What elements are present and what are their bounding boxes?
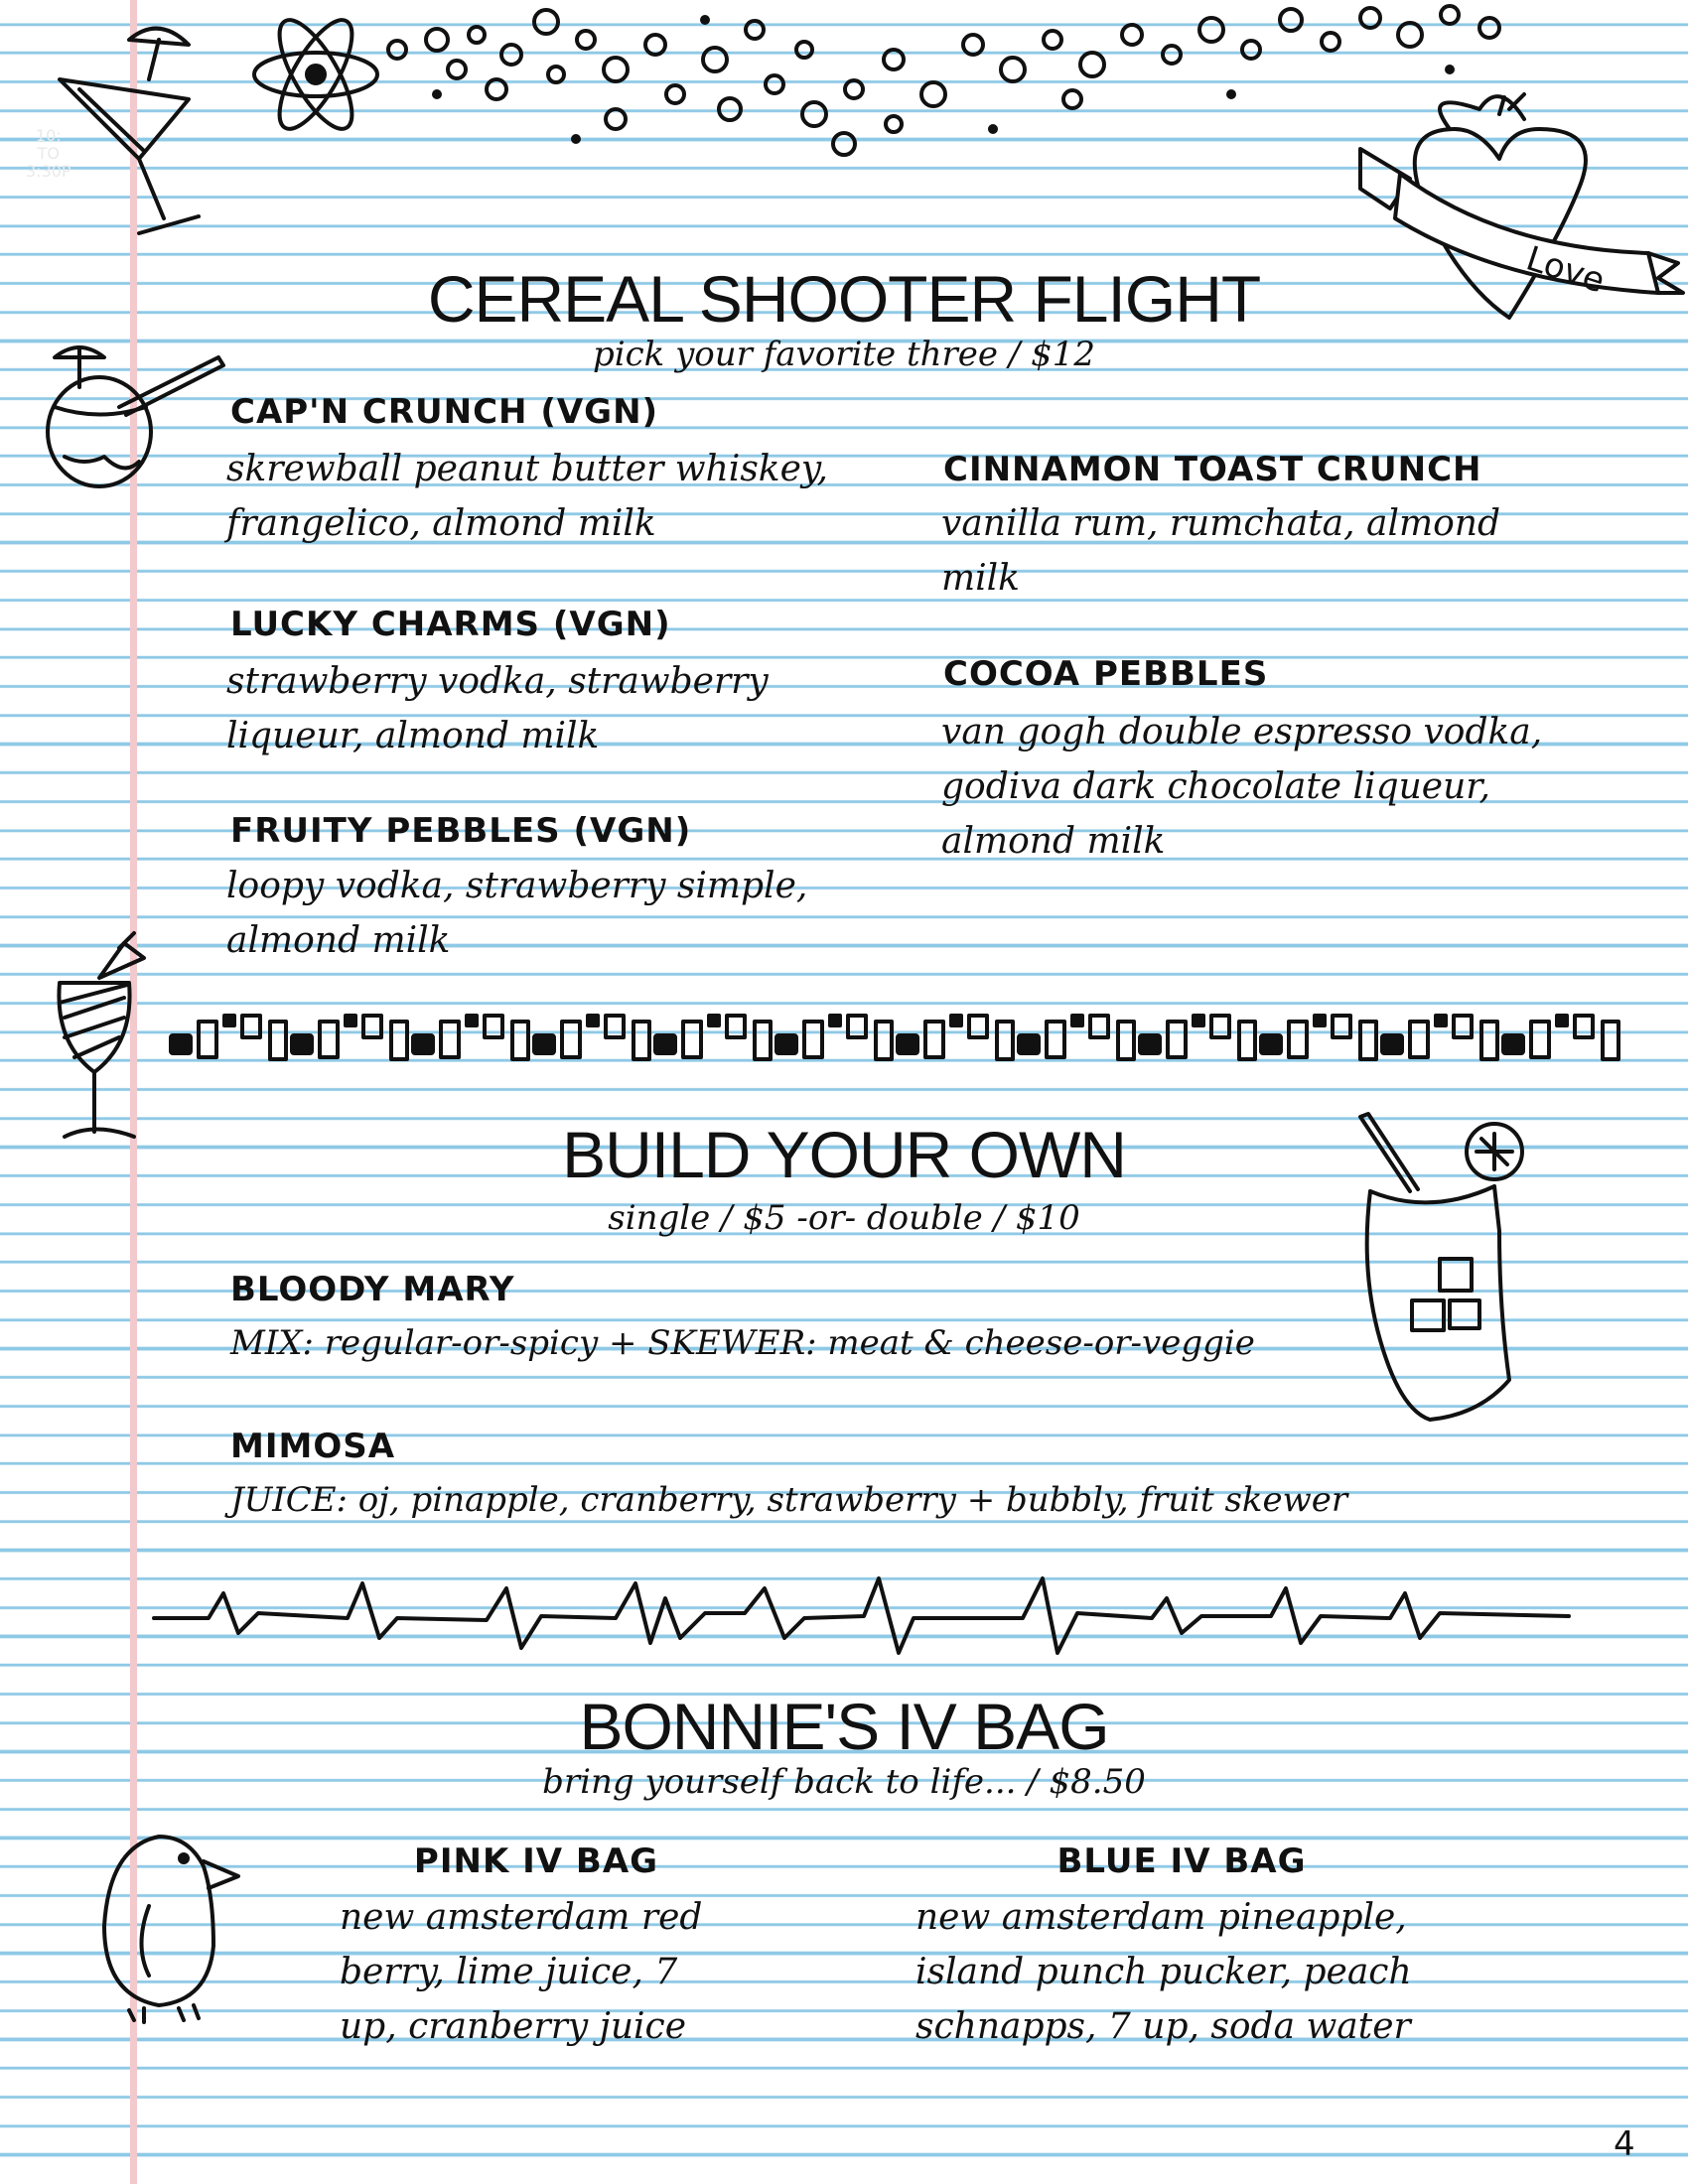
cereal-section-title: CEREAL SHOOTER FLIGHT xyxy=(427,262,1261,336)
cereal-item-desc: van gogh double espresso vodka, godiva dark chocolate liqueur, almond milk xyxy=(941,712,1543,862)
iv-item-desc: new amsterdam red berry, lime juice, 7 up, cranberry juice xyxy=(340,1897,703,2047)
cereal-item-name: LUCKY CHARMS (VGN) xyxy=(230,605,671,644)
build-section-subtitle: single / $5 -or- double / $10 xyxy=(608,1198,1080,1238)
iv-item-name: BLUE IV BAG xyxy=(1056,1842,1307,1881)
cereal-item-desc: skrewball peanut butter whiskey, frangelico, almond milk xyxy=(226,449,828,544)
iv-section-subtitle: bring yourself back to life... / $8.50 xyxy=(542,1762,1146,1802)
cereal-section-subtitle: pick your favorite three / $12 xyxy=(593,335,1095,374)
iv-item-desc: new amsterdam pineapple, island punch pucker, peach schnapps, 7 up, soda water xyxy=(915,1897,1412,2047)
cereal-item-desc: vanilla rum, rumchata, almond milk xyxy=(941,503,1501,599)
faint-note: 10: TO 3:30P xyxy=(26,126,71,181)
cereal-item-desc: strawberry vodka, strawberry liqueur, almond milk xyxy=(226,661,769,756)
cereal-item-name: COCOA PEBBLES xyxy=(943,654,1269,694)
block-divider xyxy=(169,1008,1618,1067)
page-number: 4 xyxy=(1614,2124,1635,2164)
cereal-item-name: FRUITY PEBBLES (VGN) xyxy=(230,811,692,851)
atom-icon xyxy=(248,15,387,144)
build-section-title: BUILD YOUR OWN xyxy=(562,1118,1126,1191)
iv-section-title: BONNIE'S IV BAG xyxy=(579,1690,1109,1763)
heart-banner-text: Love xyxy=(1521,238,1610,302)
build-item-desc: MIX: regular-or-spicy + SKEWER: meat & cheese-or-veggie xyxy=(230,1323,1255,1363)
cereal-item-desc: loopy vodka, strawberry simple, almond milk xyxy=(226,866,808,961)
build-item-name: MIMOSA xyxy=(230,1427,396,1466)
build-item-desc: JUICE: oj, pinapple, cranberry, strawberry + bubbly, fruit skewer xyxy=(230,1480,1348,1520)
cereal-item-name: CAP'N CRUNCH (VGN) xyxy=(230,392,659,432)
iv-item-name: PINK IV BAG xyxy=(413,1842,659,1881)
bird-icon xyxy=(89,1817,248,2025)
build-item-name: BLOODY MARY xyxy=(230,1270,515,1309)
heartbeat-divider xyxy=(149,1559,1579,1658)
martini-glass-icon xyxy=(40,20,209,248)
cereal-item-name: CINNAMON TOAST CRUNCH xyxy=(943,450,1482,489)
